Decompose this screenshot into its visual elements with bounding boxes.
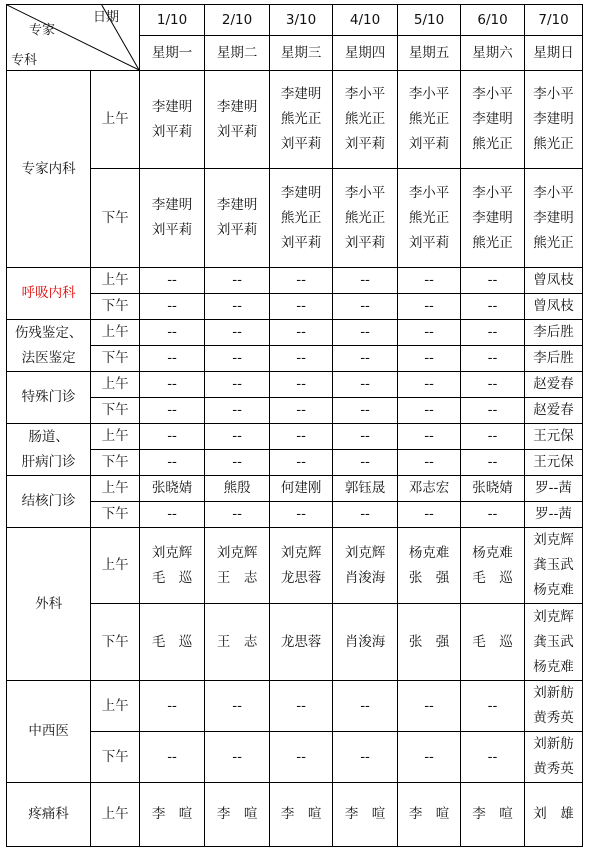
department-name: 疼痛科 xyxy=(7,783,91,847)
duty-cell xyxy=(461,169,525,268)
duty-cell: -- xyxy=(270,294,333,320)
duty-cell xyxy=(525,681,583,732)
duty-cell: 罗--茜 xyxy=(525,502,583,528)
doctor-name: 李小平 xyxy=(533,86,574,102)
doctor-name: 毛 巡 xyxy=(151,569,193,586)
duty-cell: 曾凤枝 xyxy=(525,268,583,294)
duty-cell: 赵爱春 xyxy=(525,372,583,398)
doctor-name: 李建明 xyxy=(472,209,513,226)
doctor-name: 李建明 xyxy=(216,98,258,115)
department-name: 特殊门诊 xyxy=(7,372,91,424)
schedule-row xyxy=(7,398,583,424)
duty-cell xyxy=(461,528,525,604)
duty-cell xyxy=(205,528,270,604)
duty-cell: -- xyxy=(398,424,461,450)
duty-cell: 毛 巡 xyxy=(461,604,525,681)
weekday-cell: 星期五 xyxy=(398,36,461,71)
schedule-row xyxy=(7,320,583,346)
session-label: 上午 xyxy=(91,528,140,604)
duty-cell xyxy=(333,169,398,268)
duty-cell xyxy=(461,71,525,169)
duty-cell: -- xyxy=(140,424,205,450)
doctor-name: 杨克难 xyxy=(472,544,513,561)
doctor-name: 龙思蓉 xyxy=(280,569,322,586)
schedule-row xyxy=(7,71,583,169)
duty-cell: 龙思蓉 xyxy=(270,604,333,681)
duty-cell: -- xyxy=(333,268,398,294)
duty-cell: -- xyxy=(333,681,398,732)
doctor-name: 刘平莉 xyxy=(408,234,450,251)
doctor-name: 刘克辉 xyxy=(151,544,193,561)
duty-cell: -- xyxy=(270,320,333,346)
duty-cell: -- xyxy=(398,450,461,476)
duty-cell: -- xyxy=(205,732,270,783)
schedule-row xyxy=(7,346,583,372)
doctor-name: 刘克辉 xyxy=(344,544,386,561)
schedule-row xyxy=(7,732,583,783)
schedule-row xyxy=(7,169,583,268)
duty-cell: -- xyxy=(140,346,205,372)
duty-cell: -- xyxy=(140,681,205,732)
department-name: 外科 xyxy=(7,528,91,681)
duty-cell: -- xyxy=(461,320,525,346)
duty-cell: -- xyxy=(333,424,398,450)
doctor-name: 李小平 xyxy=(408,86,450,102)
duty-cell: 毛 巡 xyxy=(140,604,205,681)
duty-cell: -- xyxy=(205,372,270,398)
duty-cell xyxy=(333,71,398,169)
duty-cell xyxy=(333,528,398,604)
duty-cell: 肖浚海 xyxy=(333,604,398,681)
session-label: 上午 xyxy=(91,320,140,346)
duty-cell: 李 喧 xyxy=(398,783,461,847)
duty-cell: -- xyxy=(398,398,461,424)
duty-cell: -- xyxy=(398,681,461,732)
session-label: 下午 xyxy=(91,732,140,783)
doctor-name: 李建明 xyxy=(472,111,513,127)
doctor-name: 刘平莉 xyxy=(344,136,386,152)
duty-cell xyxy=(140,71,205,169)
duty-cell: -- xyxy=(461,681,525,732)
duty-cell xyxy=(140,528,205,604)
duty-cell: -- xyxy=(270,424,333,450)
doctor-name: 刘克辉 xyxy=(280,544,322,561)
session-label: 上午 xyxy=(91,268,140,294)
department-name-line: 伤残鉴定、 xyxy=(14,324,83,341)
duty-cell xyxy=(270,71,333,169)
schedule-row xyxy=(7,502,583,528)
doctor-name: 李建明 xyxy=(533,111,574,127)
duty-cell: -- xyxy=(333,346,398,372)
duty-cell: 郭钰晟 xyxy=(333,476,398,502)
doctor-name: 熊光正 xyxy=(472,136,513,152)
duty-cell: -- xyxy=(461,398,525,424)
weekday-cell: 星期二 xyxy=(205,36,270,71)
corner-expert-label: 专家 xyxy=(29,23,56,38)
duty-cell: -- xyxy=(461,346,525,372)
doctor-name: 李小平 xyxy=(533,184,574,201)
doctor-name: 熊光正 xyxy=(344,111,386,127)
doctor-name: 熊光正 xyxy=(472,234,513,251)
department-name: 专家内科 xyxy=(7,71,91,268)
duty-cell: -- xyxy=(205,346,270,372)
doctor-name: 李小平 xyxy=(472,184,513,201)
doctor-name: 刘新舫 xyxy=(533,736,574,752)
duty-cell: -- xyxy=(140,320,205,346)
duty-cell: -- xyxy=(205,268,270,294)
doctor-name: 张 强 xyxy=(408,569,450,586)
doctor-name: 刘平莉 xyxy=(151,222,193,238)
duty-cell: 张晓婧 xyxy=(461,476,525,502)
duty-cell: -- xyxy=(270,502,333,528)
date-cell: 2/10 xyxy=(205,5,270,36)
doctor-name: 王 志 xyxy=(216,569,258,586)
duty-cell: -- xyxy=(205,681,270,732)
duty-cell: -- xyxy=(140,268,205,294)
doctor-name: 李建明 xyxy=(151,197,193,213)
duty-cell xyxy=(205,169,270,268)
duty-cell: -- xyxy=(205,398,270,424)
duty-cell: -- xyxy=(270,398,333,424)
duty-cell xyxy=(398,528,461,604)
date-cell: 3/10 xyxy=(270,5,333,36)
duty-cell: 李 喧 xyxy=(205,783,270,847)
duty-cell: -- xyxy=(205,450,270,476)
weekday-cell: 星期六 xyxy=(461,36,525,71)
duty-cell: -- xyxy=(270,268,333,294)
schedule-row xyxy=(7,476,583,502)
duty-cell: -- xyxy=(205,424,270,450)
session-label: 下午 xyxy=(91,502,140,528)
duty-cell: 邓志宏 xyxy=(398,476,461,502)
department-name xyxy=(7,424,91,476)
session-label: 上午 xyxy=(91,681,140,732)
weekday-cell: 星期四 xyxy=(333,36,398,71)
duty-cell xyxy=(205,71,270,169)
header-corner xyxy=(7,5,140,71)
date-cell: 5/10 xyxy=(398,5,461,36)
duty-cell xyxy=(270,528,333,604)
duty-cell: -- xyxy=(270,681,333,732)
date-row xyxy=(7,5,583,36)
session-label: 上午 xyxy=(91,783,140,847)
duty-cell: 李后胜 xyxy=(525,346,583,372)
session-label: 下午 xyxy=(91,294,140,320)
duty-cell: -- xyxy=(270,732,333,783)
duty-cell: -- xyxy=(333,398,398,424)
duty-cell: -- xyxy=(461,450,525,476)
duty-cell: -- xyxy=(333,320,398,346)
duty-cell: 李后胜 xyxy=(525,320,583,346)
duty-cell: -- xyxy=(205,502,270,528)
duty-cell: 李 喧 xyxy=(270,783,333,847)
schedule-row xyxy=(7,372,583,398)
duty-cell: -- xyxy=(461,502,525,528)
duty-cell xyxy=(140,169,205,268)
duty-cell: 何建刚 xyxy=(270,476,333,502)
doctor-name: 黄秀英 xyxy=(533,710,574,726)
doctor-name: 熊光正 xyxy=(280,209,322,226)
duty-cell: -- xyxy=(270,346,333,372)
schedule-row xyxy=(7,528,583,604)
session-label: 下午 xyxy=(91,450,140,476)
duty-cell: 李 喧 xyxy=(140,783,205,847)
duty-cell: 曾凤枝 xyxy=(525,294,583,320)
duty-cell xyxy=(525,71,583,169)
corner-dept-label: 专科 xyxy=(11,53,38,68)
duty-cell xyxy=(270,169,333,268)
session-label: 下午 xyxy=(91,398,140,424)
weekday-cell: 星期一 xyxy=(140,36,205,71)
schedule-row xyxy=(7,783,583,847)
duty-cell: -- xyxy=(333,372,398,398)
department-name-line: 法医鉴定 xyxy=(21,349,76,366)
doctor-name: 刘克辉 xyxy=(216,544,258,561)
duty-cell: -- xyxy=(398,268,461,294)
session-label: 上午 xyxy=(91,476,140,502)
doctor-name: 毛 巡 xyxy=(472,569,513,586)
duty-cell: -- xyxy=(398,294,461,320)
doctor-name: 李建明 xyxy=(216,197,258,213)
duty-cell: -- xyxy=(205,294,270,320)
doctor-name: 李小平 xyxy=(472,86,513,102)
weekday-cell: 星期日 xyxy=(525,36,583,71)
duty-cell: -- xyxy=(333,732,398,783)
doctor-name: 刘平莉 xyxy=(151,123,193,140)
duty-cell: -- xyxy=(270,372,333,398)
session-label: 上午 xyxy=(91,71,140,169)
duty-cell: 李 喧 xyxy=(461,783,525,847)
duty-cell: -- xyxy=(398,502,461,528)
duty-cell: -- xyxy=(461,294,525,320)
doctor-name: 刘平莉 xyxy=(216,123,258,140)
session-label: 上午 xyxy=(91,424,140,450)
doctor-name: 刘平莉 xyxy=(216,222,258,238)
duty-cell: -- xyxy=(333,450,398,476)
doctor-name: 李建明 xyxy=(151,98,193,115)
duty-cell: -- xyxy=(398,732,461,783)
duty-cell xyxy=(525,604,583,681)
doctor-name: 熊光正 xyxy=(533,136,574,152)
duty-cell: -- xyxy=(461,372,525,398)
duty-cell: -- xyxy=(140,372,205,398)
department-name: 结核门诊 xyxy=(7,476,91,528)
duty-schedule-table xyxy=(6,4,583,847)
corner-date-label: 日期 xyxy=(93,10,120,25)
doctor-name: 李小平 xyxy=(344,184,386,201)
doctor-name: 刘平莉 xyxy=(280,136,322,152)
doctor-name: 李建明 xyxy=(280,86,322,102)
doctor-name: 李小平 xyxy=(344,86,386,102)
doctor-name: 龚玉武 xyxy=(533,557,574,573)
duty-cell: -- xyxy=(140,294,205,320)
duty-cell: -- xyxy=(461,732,525,783)
doctor-name: 刘克辉 xyxy=(533,532,574,548)
doctor-name: 李小平 xyxy=(408,184,450,201)
schedule-row xyxy=(7,294,583,320)
duty-cell: 王 志 xyxy=(205,604,270,681)
duty-cell: -- xyxy=(333,294,398,320)
date-cell: 6/10 xyxy=(461,5,525,36)
session-label: 下午 xyxy=(91,346,140,372)
duty-cell: -- xyxy=(461,268,525,294)
duty-cell: -- xyxy=(398,372,461,398)
department-name: 中西医 xyxy=(7,681,91,783)
doctor-name: 熊光正 xyxy=(408,111,450,127)
department-name xyxy=(7,320,91,372)
schedule-row xyxy=(7,681,583,732)
session-label: 上午 xyxy=(91,372,140,398)
doctor-name: 刘克辉 xyxy=(533,608,574,625)
duty-cell: -- xyxy=(205,320,270,346)
doctor-name: 李建明 xyxy=(280,184,322,201)
duty-cell xyxy=(398,71,461,169)
doctor-name: 熊光正 xyxy=(280,111,322,127)
duty-cell: -- xyxy=(270,450,333,476)
department-name-line: 肝病门诊 xyxy=(21,453,76,470)
doctor-name: 刘平莉 xyxy=(408,136,450,152)
duty-cell: 王元保 xyxy=(525,450,583,476)
doctor-name: 杨克难 xyxy=(533,658,574,675)
doctor-name: 李建明 xyxy=(533,209,574,226)
schedule-row xyxy=(7,604,583,681)
schedule-row xyxy=(7,268,583,294)
duty-cell: -- xyxy=(398,320,461,346)
duty-cell: 熊殷 xyxy=(205,476,270,502)
doctor-name: 肖浚海 xyxy=(344,569,386,586)
doctor-name: 刘平莉 xyxy=(344,234,386,251)
schedule-row xyxy=(7,424,583,450)
doctor-name: 熊光正 xyxy=(344,209,386,226)
duty-cell: -- xyxy=(333,502,398,528)
schedule-row xyxy=(7,450,583,476)
doctor-name: 熊光正 xyxy=(533,234,574,251)
weekday-cell: 星期三 xyxy=(270,36,333,71)
duty-cell: 王元保 xyxy=(525,424,583,450)
department-name-line: 肠道、 xyxy=(28,428,69,445)
duty-cell: 李 喧 xyxy=(333,783,398,847)
duty-cell: -- xyxy=(398,346,461,372)
duty-cell xyxy=(525,732,583,783)
department-name: 呼吸内科 xyxy=(7,268,91,320)
doctor-name: 黄秀英 xyxy=(533,761,574,777)
duty-cell xyxy=(398,169,461,268)
duty-cell: -- xyxy=(140,398,205,424)
duty-cell: -- xyxy=(140,450,205,476)
doctor-name: 刘平莉 xyxy=(280,234,322,251)
doctor-name: 杨克难 xyxy=(408,544,450,561)
duty-cell xyxy=(525,169,583,268)
date-cell: 4/10 xyxy=(333,5,398,36)
doctor-name: 杨克难 xyxy=(533,582,574,598)
duty-cell: -- xyxy=(140,732,205,783)
date-cell: 1/10 xyxy=(140,5,205,36)
duty-cell xyxy=(525,528,583,604)
duty-cell: 赵爱春 xyxy=(525,398,583,424)
doctor-name: 刘新舫 xyxy=(533,685,574,701)
duty-cell: -- xyxy=(140,502,205,528)
session-label: 下午 xyxy=(91,604,140,681)
duty-cell: 罗--茜 xyxy=(525,476,583,502)
duty-cell: 张 强 xyxy=(398,604,461,681)
doctor-name: 龚玉武 xyxy=(533,633,574,650)
duty-cell: 张晓婧 xyxy=(140,476,205,502)
session-label: 下午 xyxy=(91,169,140,268)
duty-cell: -- xyxy=(461,424,525,450)
doctor-name: 熊光正 xyxy=(408,209,450,226)
duty-cell: 刘 雄 xyxy=(525,783,583,847)
date-cell: 7/10 xyxy=(525,5,583,36)
schedule-container xyxy=(6,4,583,847)
